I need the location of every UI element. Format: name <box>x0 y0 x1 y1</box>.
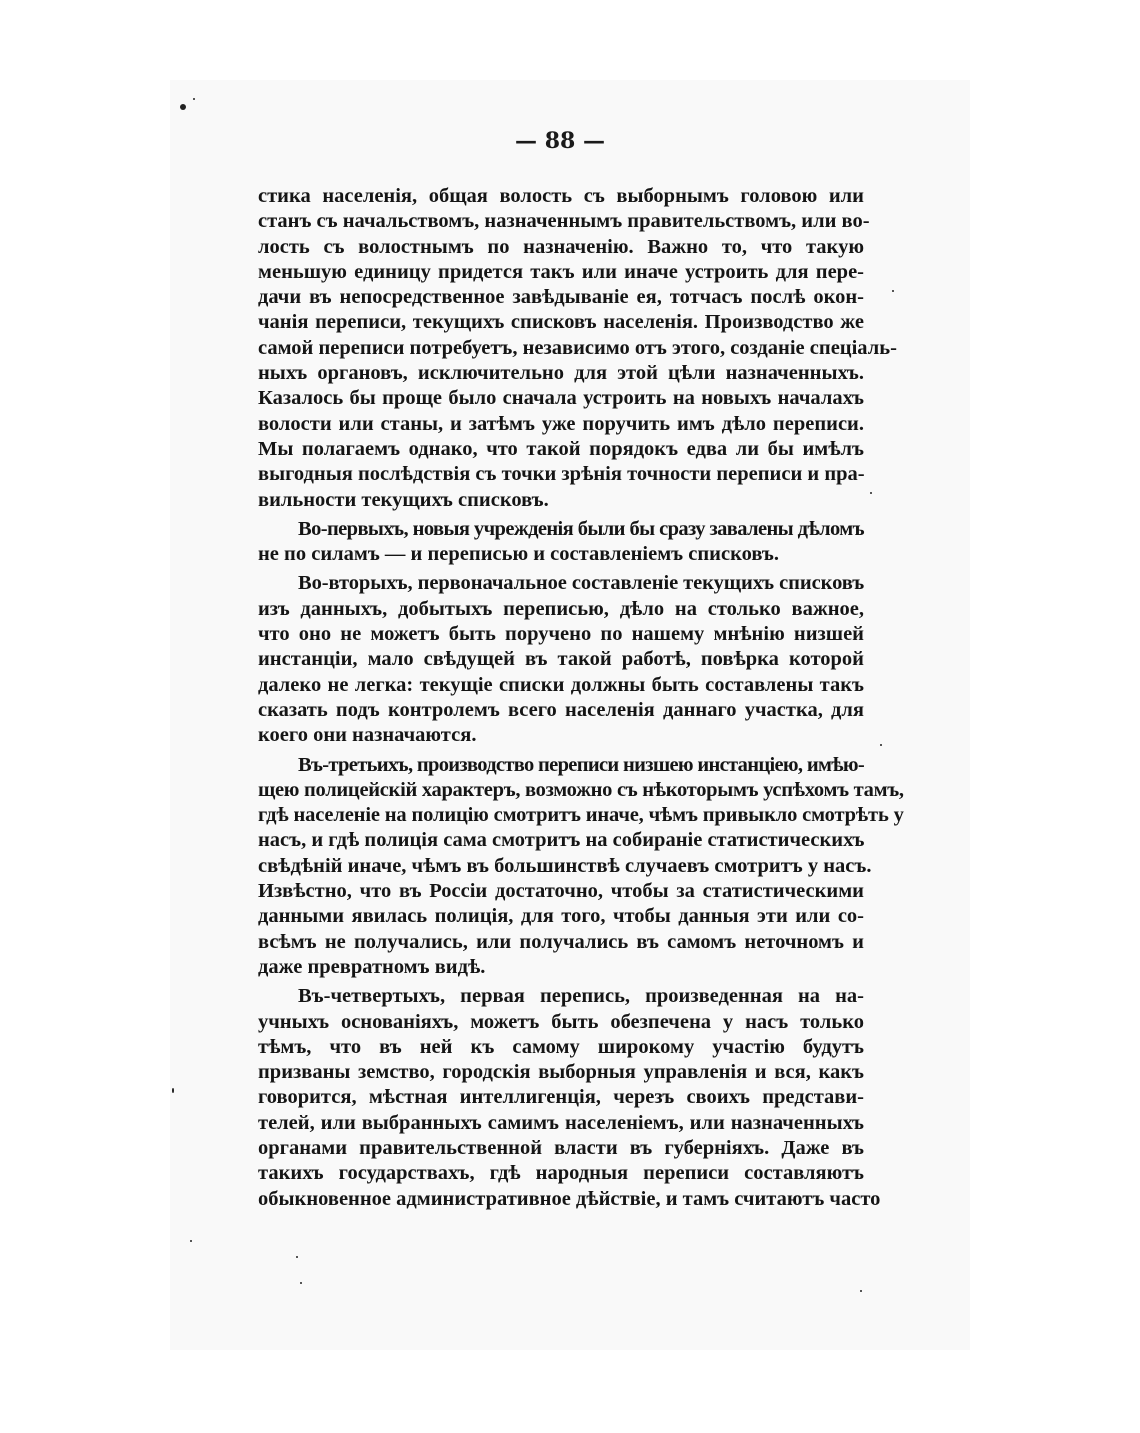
text-line: самой переписи потребуетъ, независимо отъ этого, созданіе спеціаль- <box>258 336 897 359</box>
text-line: такихъ государствахъ, гдѣ народныя переписи составляютъ <box>258 1162 864 1185</box>
text-line: гдѣ населеніе на полицію смотритъ иначе, чѣмъ привыкло смотрѣть у <box>258 804 904 827</box>
paragraph <box>258 184 897 513</box>
scan-speck <box>172 1088 174 1093</box>
scan-speck <box>296 1256 298 1258</box>
text-line: телей, или выбранныхъ самимъ населеніемъ, или назначенныхъ <box>258 1111 864 1134</box>
paragraph <box>258 984 881 1212</box>
text-line: дачи въ непосредственное завѣдываніе ея, тотчасъ послѣ окон- <box>258 286 864 309</box>
text-line: насъ, и гдѣ полиція сама смотритъ на собираніе статистическихъ <box>258 829 865 852</box>
text-line: учныхъ основаніяхъ, можетъ быть обезпечена у насъ только <box>258 1010 864 1033</box>
scan-speck <box>190 1240 192 1242</box>
text-line: Во-вторыхъ, первоначальное составленіе текущихъ списковъ <box>298 572 865 595</box>
scan-speck <box>892 290 894 292</box>
text-line: Казалось бы проще было сначала устроить на новыхъ началахъ <box>258 387 864 410</box>
text-line: лость съ волостнымъ по назначенію. Важно то, что такую <box>258 235 864 258</box>
page-number: — 88 — <box>515 128 605 154</box>
text-line: ныхъ органовъ, исключительно для этой цѣли назначенныхъ. <box>258 362 864 385</box>
text-line: Во-первыхъ, новыя учрежденія были бы сразу завалены дѣломъ <box>298 517 864 540</box>
paragraph <box>258 571 864 748</box>
scan-speck <box>860 1290 862 1292</box>
text-line: выгодныя послѣдствія съ точки зрѣнія точности переписи и пра- <box>258 463 865 486</box>
scan-speck <box>870 492 872 494</box>
text-line: говорится, мѣстная интеллигенція, черезъ своихъ представи- <box>258 1086 864 1109</box>
text-line: обыкновенное административное дѣйствіе, и тамъ считаютъ часто <box>258 1187 881 1210</box>
text-line: щею полицейскій характеръ, возможно съ нѣкоторымъ успѣхомъ тамъ, <box>258 778 904 801</box>
text-line: Извѣстно, что въ Россіи достаточно, чтобы за статистическими <box>258 880 864 903</box>
text-line: данными явилась полиція, для того, чтобы данныя эти или со- <box>258 905 864 928</box>
text-line: далеко не легка: текущіе списки должны быть составлены такъ <box>258 673 864 696</box>
text-line: не по силамъ — и переписью и составленіемъ списковъ. <box>258 543 779 566</box>
scan-speck <box>193 98 195 100</box>
paragraph <box>258 753 904 981</box>
text-line: Мы полагаемъ однако, что такой порядокъ едва ли бы имѣлъ <box>258 437 864 460</box>
text-line: тѣмъ, что въ ней къ самому широкому участію будутъ <box>258 1035 864 1058</box>
text-line: даже превратномъ видѣ. <box>258 955 486 978</box>
text-line: стика населенія, общая волость съ выборнымъ головою или <box>258 185 864 207</box>
scan-speck <box>880 744 882 746</box>
text-line: изъ данныхъ, добытыхъ переписью, дѣло на столько важное, <box>258 597 864 620</box>
text-line: призваны земство, городскія выборныя управленія и вся, какъ <box>258 1061 864 1084</box>
text-line: вильности текущихъ списковъ. <box>258 488 549 511</box>
text-line: инстанціи, мало свѣдущей въ такой работѣ, повѣрка которой <box>258 648 864 671</box>
text-line: чанія переписи, текущихъ списковъ населенія. Производство же <box>258 311 864 334</box>
scan-speck <box>180 104 186 110</box>
text-line: свѣдѣній иначе, чѣмъ въ большинствѣ случаевъ смотритъ у насъ. <box>258 854 872 877</box>
body-text <box>258 184 904 1212</box>
text-line: что оно не можетъ быть поручено по нашему мнѣнію низшей <box>258 623 864 646</box>
scan-speck <box>300 1282 302 1284</box>
text-line: Въ-третьихъ, производство переписи низшею инстанціею, имѣю- <box>298 753 864 776</box>
text-line: меньшую единицу придется такъ или иначе устроить для пере- <box>258 260 864 283</box>
text-line: станъ съ начальствомъ, назначеннымъ правительствомъ, или во- <box>258 210 870 233</box>
text-line: коего они назначаются. <box>258 724 477 747</box>
text-line: Въ-четвертыхъ, первая перепись, произведенная на на- <box>298 985 864 1008</box>
text-line: органами правительственной власти въ губерніяхъ. Даже въ <box>258 1136 864 1159</box>
paragraph <box>258 517 864 568</box>
text-line: сказать подъ контролемъ всего населенія даннаго участка, для <box>258 698 864 721</box>
text-line: всѣмъ не получались, или получались въ самомъ неточномъ и <box>258 930 864 953</box>
text-line: волости или станы, и затѣмъ уже поручить имъ дѣло переписи. <box>258 412 864 435</box>
